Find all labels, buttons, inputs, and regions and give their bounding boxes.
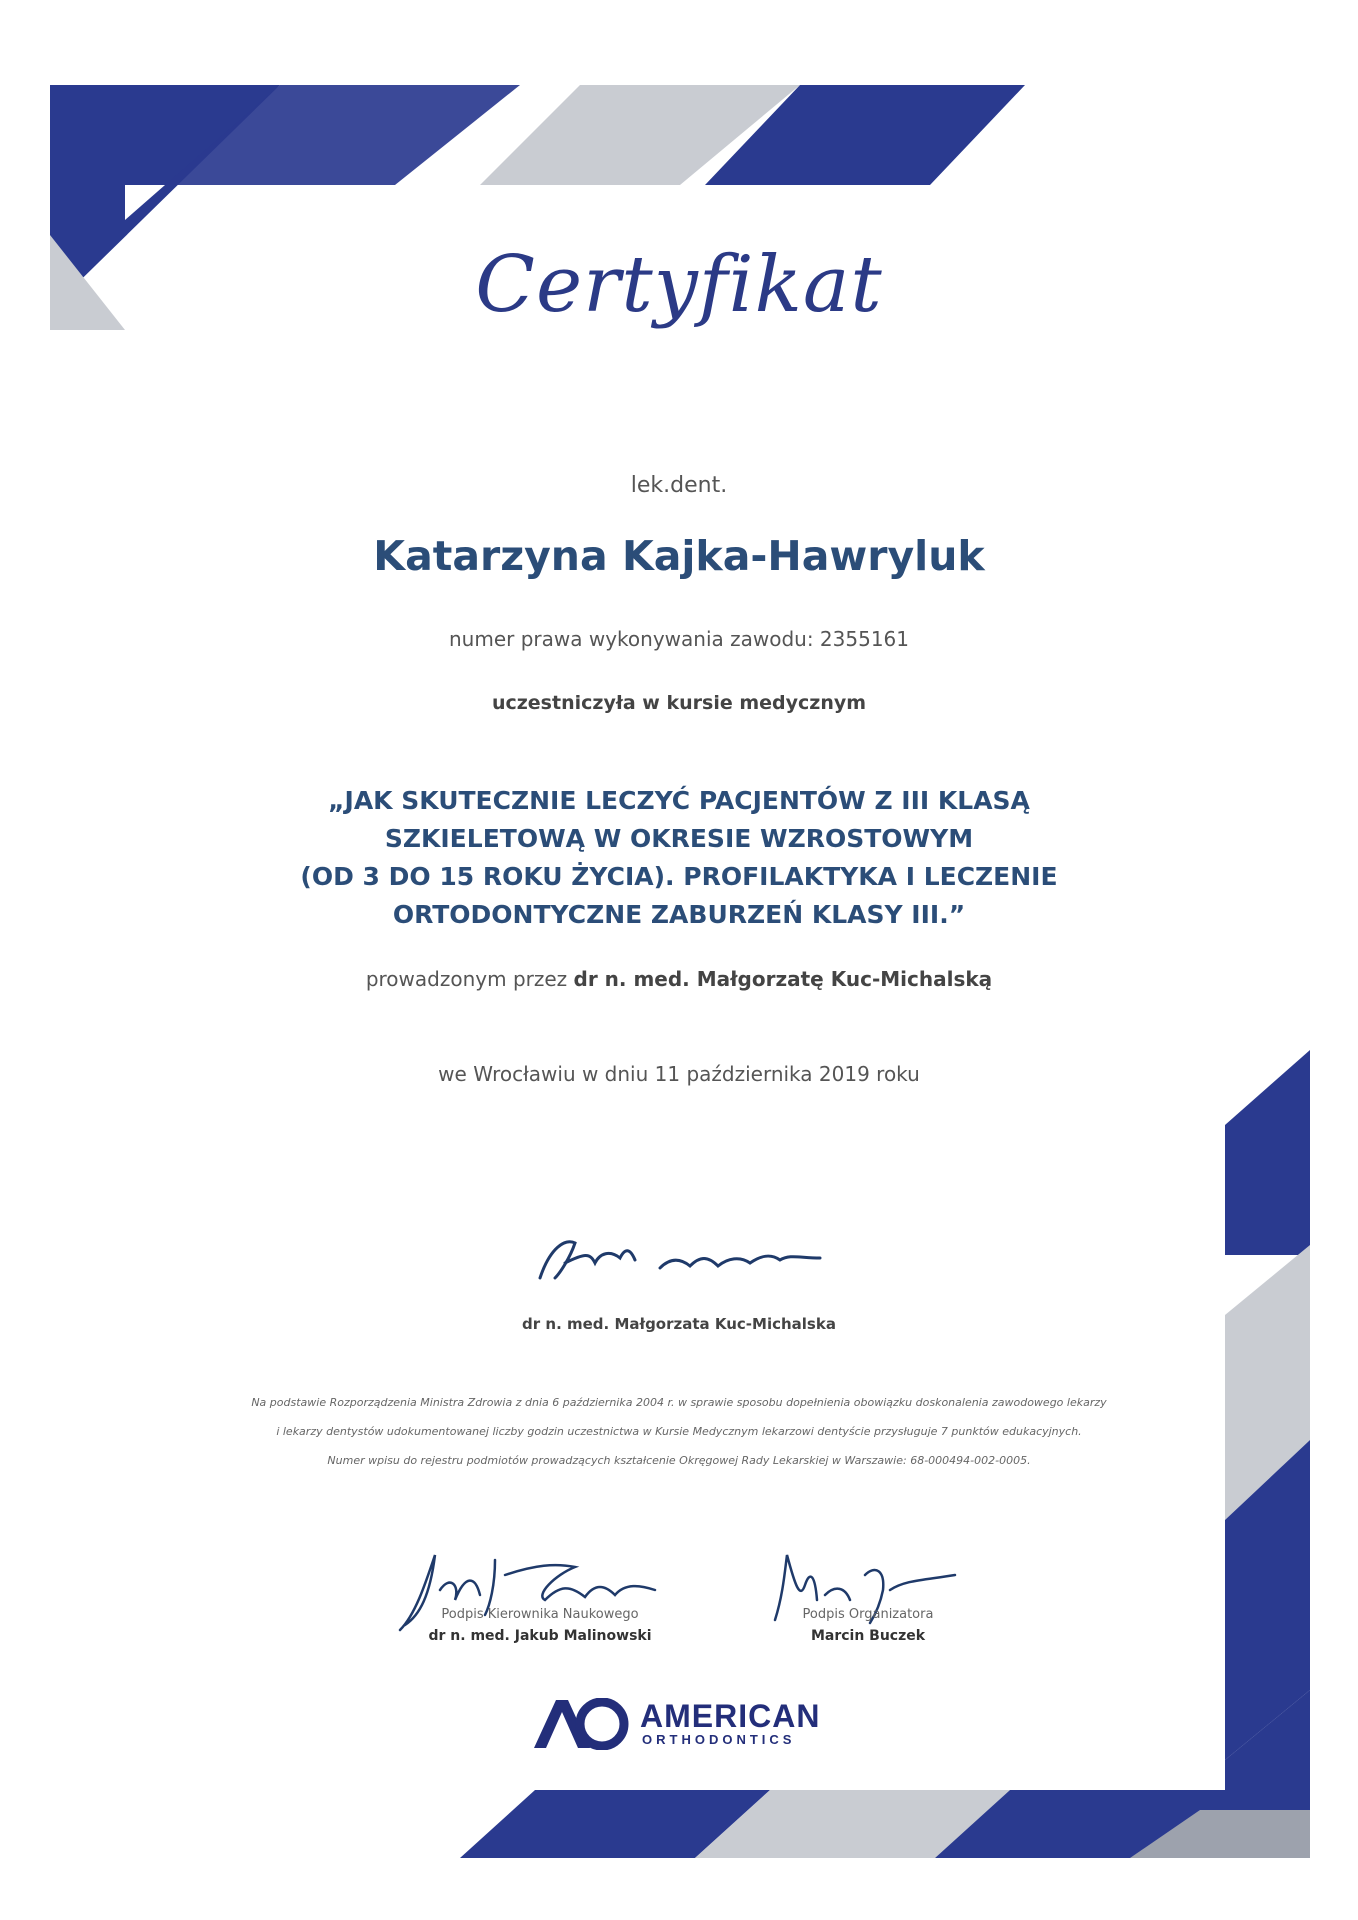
ao-monogram-icon <box>532 1698 632 1750</box>
legal-notice <box>0 1388 1358 1475</box>
course-title-line: (OD 3 DO 15 ROKU ŻYCIA). PROFILAKTYKA I LECZENIE <box>300 862 1058 891</box>
license-number: numer prawa wykonywania zawodu: 2355161 <box>448 627 910 651</box>
course-title-line: „JAK SKUTECZNIE LECZYĆ PACJENTÓW Z III KLASĄ <box>328 786 1030 815</box>
participation-line: uczestniczyła w kursie medycznym <box>491 692 867 714</box>
place-date: we Wrocławiu w dniu 11 października 2019 roku <box>438 1062 920 1086</box>
course-title <box>0 782 1358 934</box>
certificate-title: Certyfikat <box>475 240 883 330</box>
lecturer-name: dr n. med. Małgorzata Kuc-Michalska <box>522 1315 836 1333</box>
organizer-signature <box>658 1607 1078 1644</box>
logo-word-orthodontics: ORTHODONTICS <box>642 1732 796 1747</box>
recipient-prefix: lek.dent. <box>630 473 728 498</box>
legal-notice-line: Na podstawie Rozporządzenia Ministra Zdrowia z dnia 6 października 2004 r. w sprawie sposobu dopełnienia obowiązku doskonalenia zawodowego lekarzy <box>251 1396 1107 1409</box>
signature-name: Marcin Buczek <box>810 1628 926 1644</box>
signature-name: dr n. med. Jakub Malinowski <box>428 1628 652 1644</box>
course-title-line: SZKIELETOWĄ W OKRESIE WZROSTOWYM <box>384 824 974 853</box>
logo-word-american: AMERICAN <box>640 1698 821 1734</box>
led-by-prefix: prowadzonym przez <box>365 967 568 991</box>
led-by-line <box>0 967 1358 991</box>
recipient-name: Katarzyna Kajka-Hawryluk <box>373 532 985 580</box>
course-title-line: ORTODONTYCZNE ZABURZEŃ KLASY III.” <box>392 900 966 929</box>
led-by-name: dr n. med. Małgorzatę Kuc-Michalską <box>573 967 993 991</box>
signature-caption: Podpis Kierownika Naukowego <box>441 1607 639 1622</box>
american-orthodontics-logo <box>532 1698 832 1750</box>
lecturer-signature-image <box>530 1228 830 1288</box>
signature-caption: Podpis Organizatora <box>802 1607 934 1622</box>
legal-notice-line: Numer wpisu do rejestru podmiotów prowadzących kształcenie Okręgowej Rady Lekarskiej w Warszawie: 68-000494-002-0005. <box>327 1454 1031 1467</box>
legal-notice-line: i lekarzy dentystów udokumentowanej liczby godzin uczestnictwa w Kursie Medycznym lekarzowi dentyście przysługuje 7 punktów edukacyjnych. <box>276 1425 1082 1438</box>
